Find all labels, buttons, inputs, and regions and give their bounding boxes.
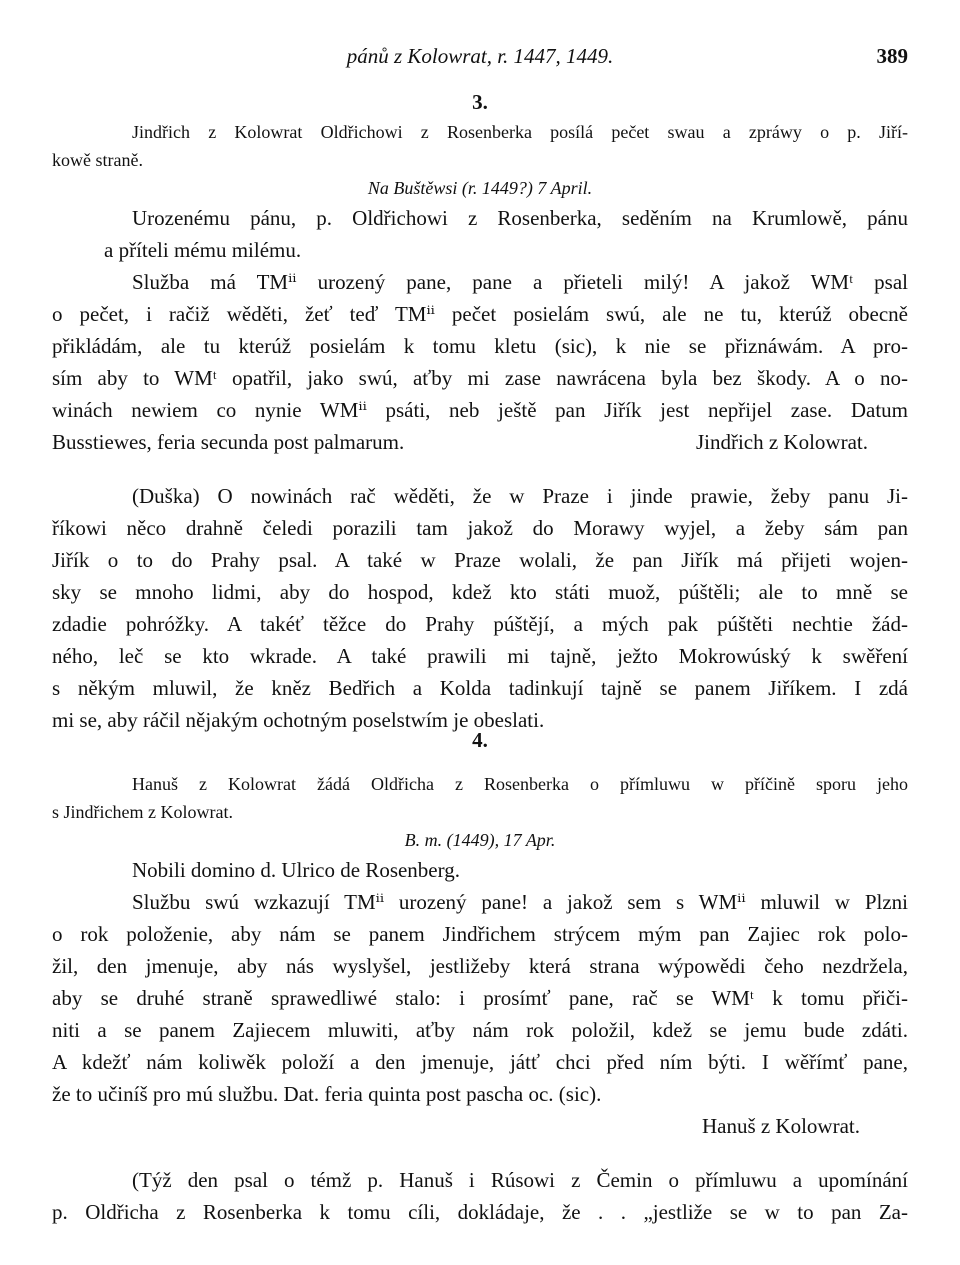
letter-body-line: o pečet, i račiž wěděti, žeť teď TMⁱⁱ pečet posielám swú, ale ne tu, kterúž obecně <box>52 302 908 326</box>
letter-address-line: Urozenému pánu, p. Oldřichowi z Rosenberka, seděním na Krumlowě, pánu <box>132 206 908 230</box>
letter-summary-line: kowě straně. <box>52 150 143 170</box>
postscript-line: mi se, aby ráčil nějakým ochotným poselstwím je obeslati. <box>52 708 545 732</box>
running-head: pánů z Kolowrat, r. 1447, 1449. <box>346 44 614 68</box>
letter-4 <box>52 724 908 1228</box>
letter-body-line: Služba má TMⁱⁱ urozený pane, pane a přieteli milý! A jakož WMᵗ psal <box>132 270 908 294</box>
page-header <box>0 44 960 80</box>
letter-body-line: Busstiewes, feria secunda post palmarum. <box>52 430 405 454</box>
letter-address-line: a příteli mému milému. <box>104 238 302 262</box>
letter-body-line: Službu swú wzkazují TMⁱⁱ urozený pane! a jakož sem s WMⁱⁱ mluwil w Plzni <box>132 890 908 914</box>
letter-body-line: sím aby to WMᵗ opatřil, jako swú, aťby mi zase nawrácena byla bez škody. A o no- <box>52 366 908 390</box>
letter-body-line: niti a se panem Zajiecem mluwiti, aťby nám rok položil, kdež se jemu bude zdáti. <box>52 1018 908 1042</box>
page-number: 389 <box>876 44 908 68</box>
letter-body-line: A kdežť nám koliwěk položí a den jmenuje, játť chci před ním býti. I wěřímť pane, <box>52 1050 908 1074</box>
letter-signature-line <box>52 1110 908 1142</box>
postscript-line: ného, leč se kto wkrade. A také prawili mi tajně, ježto Mokrowúský k swěření <box>52 644 908 668</box>
postscript-line: Jiřík o to do Prahy psal. A také w Praze wolali, že pan Jiřík má přijeti wojen- <box>52 548 908 572</box>
letter-body-line: žil, den jmenuje, aby nás wyslyšel, jestližeby která strana wýpowědi čeho nezdržela, <box>52 954 908 978</box>
letter-body-closing-line <box>52 426 908 458</box>
postscript-line: s někým mluwil, že kněz Bedřich a Kolda tadinkují tajně se panem Jiříkem. I zdá <box>52 676 908 700</box>
letter-dateline: B. m. (1449), 17 Apr. <box>404 830 556 850</box>
postscript-line: zdadie pohróžky. A takéť těžce do Prahy púštějí, a mých pak púštěti nechtie žád- <box>52 612 908 636</box>
letter-summary-line: Hanuš z Kolowrat žádá Oldřicha z Rosenberka o přímluwu w příčině sporu jeho <box>132 774 908 794</box>
letter-signature: Hanuš z Kolowrat. <box>701 1114 860 1138</box>
letter-number: 4. <box>472 728 488 752</box>
letter-body-line: aby se druhé straně sprawedliwé stalo: i prosímť pane, rač se WMᵗ k tomu přiči- <box>52 986 908 1010</box>
letter-signature: Jindřich z Kolowrat. <box>695 430 868 454</box>
postscript-line: říkowi něco drahně čeledi porazili tam jakož do Morawy wyjel, a žeby sám pan <box>52 516 908 540</box>
letter-body-line: winách newiem co nynie WMⁱⁱ psáti, neb ještě pan Jiřík jest nepřijel zase. Datum <box>52 398 908 422</box>
postscript-line: sky se mnoho lidmi, aby do hospod, kdež kto státi muož, púštěli; ale to mně se <box>52 580 908 604</box>
letter-body-line: přikládám, ale tu kterúž posielám k tomu kletu (sic), k nie se přiznáwám. A pro- <box>52 334 908 358</box>
letter-summary-line: Jindřich z Kolowrat Oldřichowi z Rosenberka posílá pečet swau a zpráwy o p. Jiří- <box>132 122 908 142</box>
letter-dateline: Na Buštěwsi (r. 1449?) 7 April. <box>367 178 593 198</box>
letter-body-line: že to učiníš pro mú službu. Dat. feria quinta post pascha oc. (sic). <box>52 1082 602 1106</box>
letter-address: Nobili domino d. Ulrico de Rosenberg. <box>132 858 460 882</box>
letter-number: 3. <box>472 90 488 114</box>
note-line: (Týž den psal o témž p. Hanuš i Rúsowi z Čemin o přímluwu a upomínání <box>132 1168 908 1192</box>
letter-3 <box>52 86 908 736</box>
letter-body-line: o rok položenie, aby nám se panem Jindřichem strýcem mým pan Zajiec rok polo- <box>52 922 908 946</box>
note-line: p. Oldřicha z Rosenberka k tomu cíli, dokládaje, že . . „jestliže se w to pan Za- <box>52 1200 908 1224</box>
letter-summary-line: s Jindřichem z Kolowrat. <box>52 802 233 822</box>
postscript-line: (Duška) O nowinách rač wěděti, že w Praze i jinde prawie, žeby panu Ji- <box>132 484 908 508</box>
